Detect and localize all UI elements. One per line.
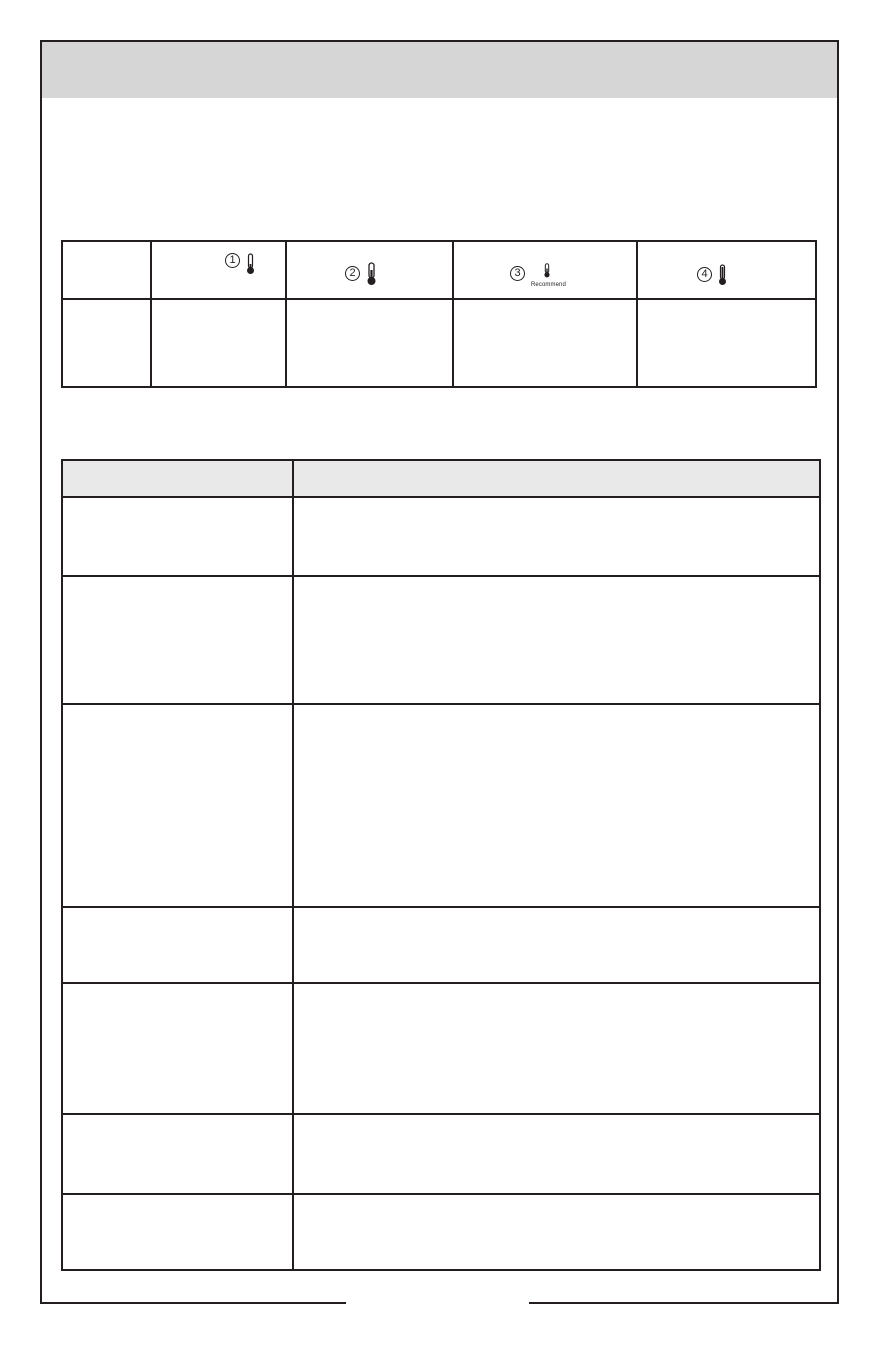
- temperature-settings-table: [61, 240, 817, 388]
- recommend-label: Recommend: [531, 282, 566, 288]
- setting-number: 4: [697, 267, 712, 282]
- troubleshooting-table: [61, 459, 821, 1271]
- table-header-row: [63, 461, 819, 496]
- setting-number: 1: [225, 253, 240, 268]
- setting-1: [225, 253, 255, 275]
- thermometer-low-icon: [246, 253, 255, 275]
- thermometer-medium-icon: [366, 262, 377, 286]
- setting-number: 2: [345, 266, 360, 281]
- frame-bottom-left-rule: [40, 1302, 346, 1304]
- setting-3: [510, 263, 551, 281]
- row-divider: [63, 982, 819, 984]
- header-band: [42, 42, 837, 98]
- row-divider: [63, 906, 819, 908]
- column-divider: [285, 242, 287, 386]
- column-divider: [636, 242, 638, 386]
- setting-2: [345, 262, 377, 286]
- column-divider: [150, 242, 152, 386]
- column-divider: [452, 242, 454, 386]
- row-divider: [63, 496, 819, 498]
- row-divider: [63, 703, 819, 705]
- setting-4: [697, 264, 727, 286]
- row-divider: [63, 1113, 819, 1115]
- row-divider: [63, 298, 815, 300]
- row-divider: [63, 575, 819, 577]
- setting-number: 3: [510, 266, 525, 281]
- frame-bottom-right-rule: [529, 1302, 839, 1304]
- thermometer-high-icon: [718, 264, 727, 286]
- row-divider: [63, 1193, 819, 1195]
- column-divider: [292, 461, 294, 1269]
- thermometer-icon: [543, 263, 551, 278]
